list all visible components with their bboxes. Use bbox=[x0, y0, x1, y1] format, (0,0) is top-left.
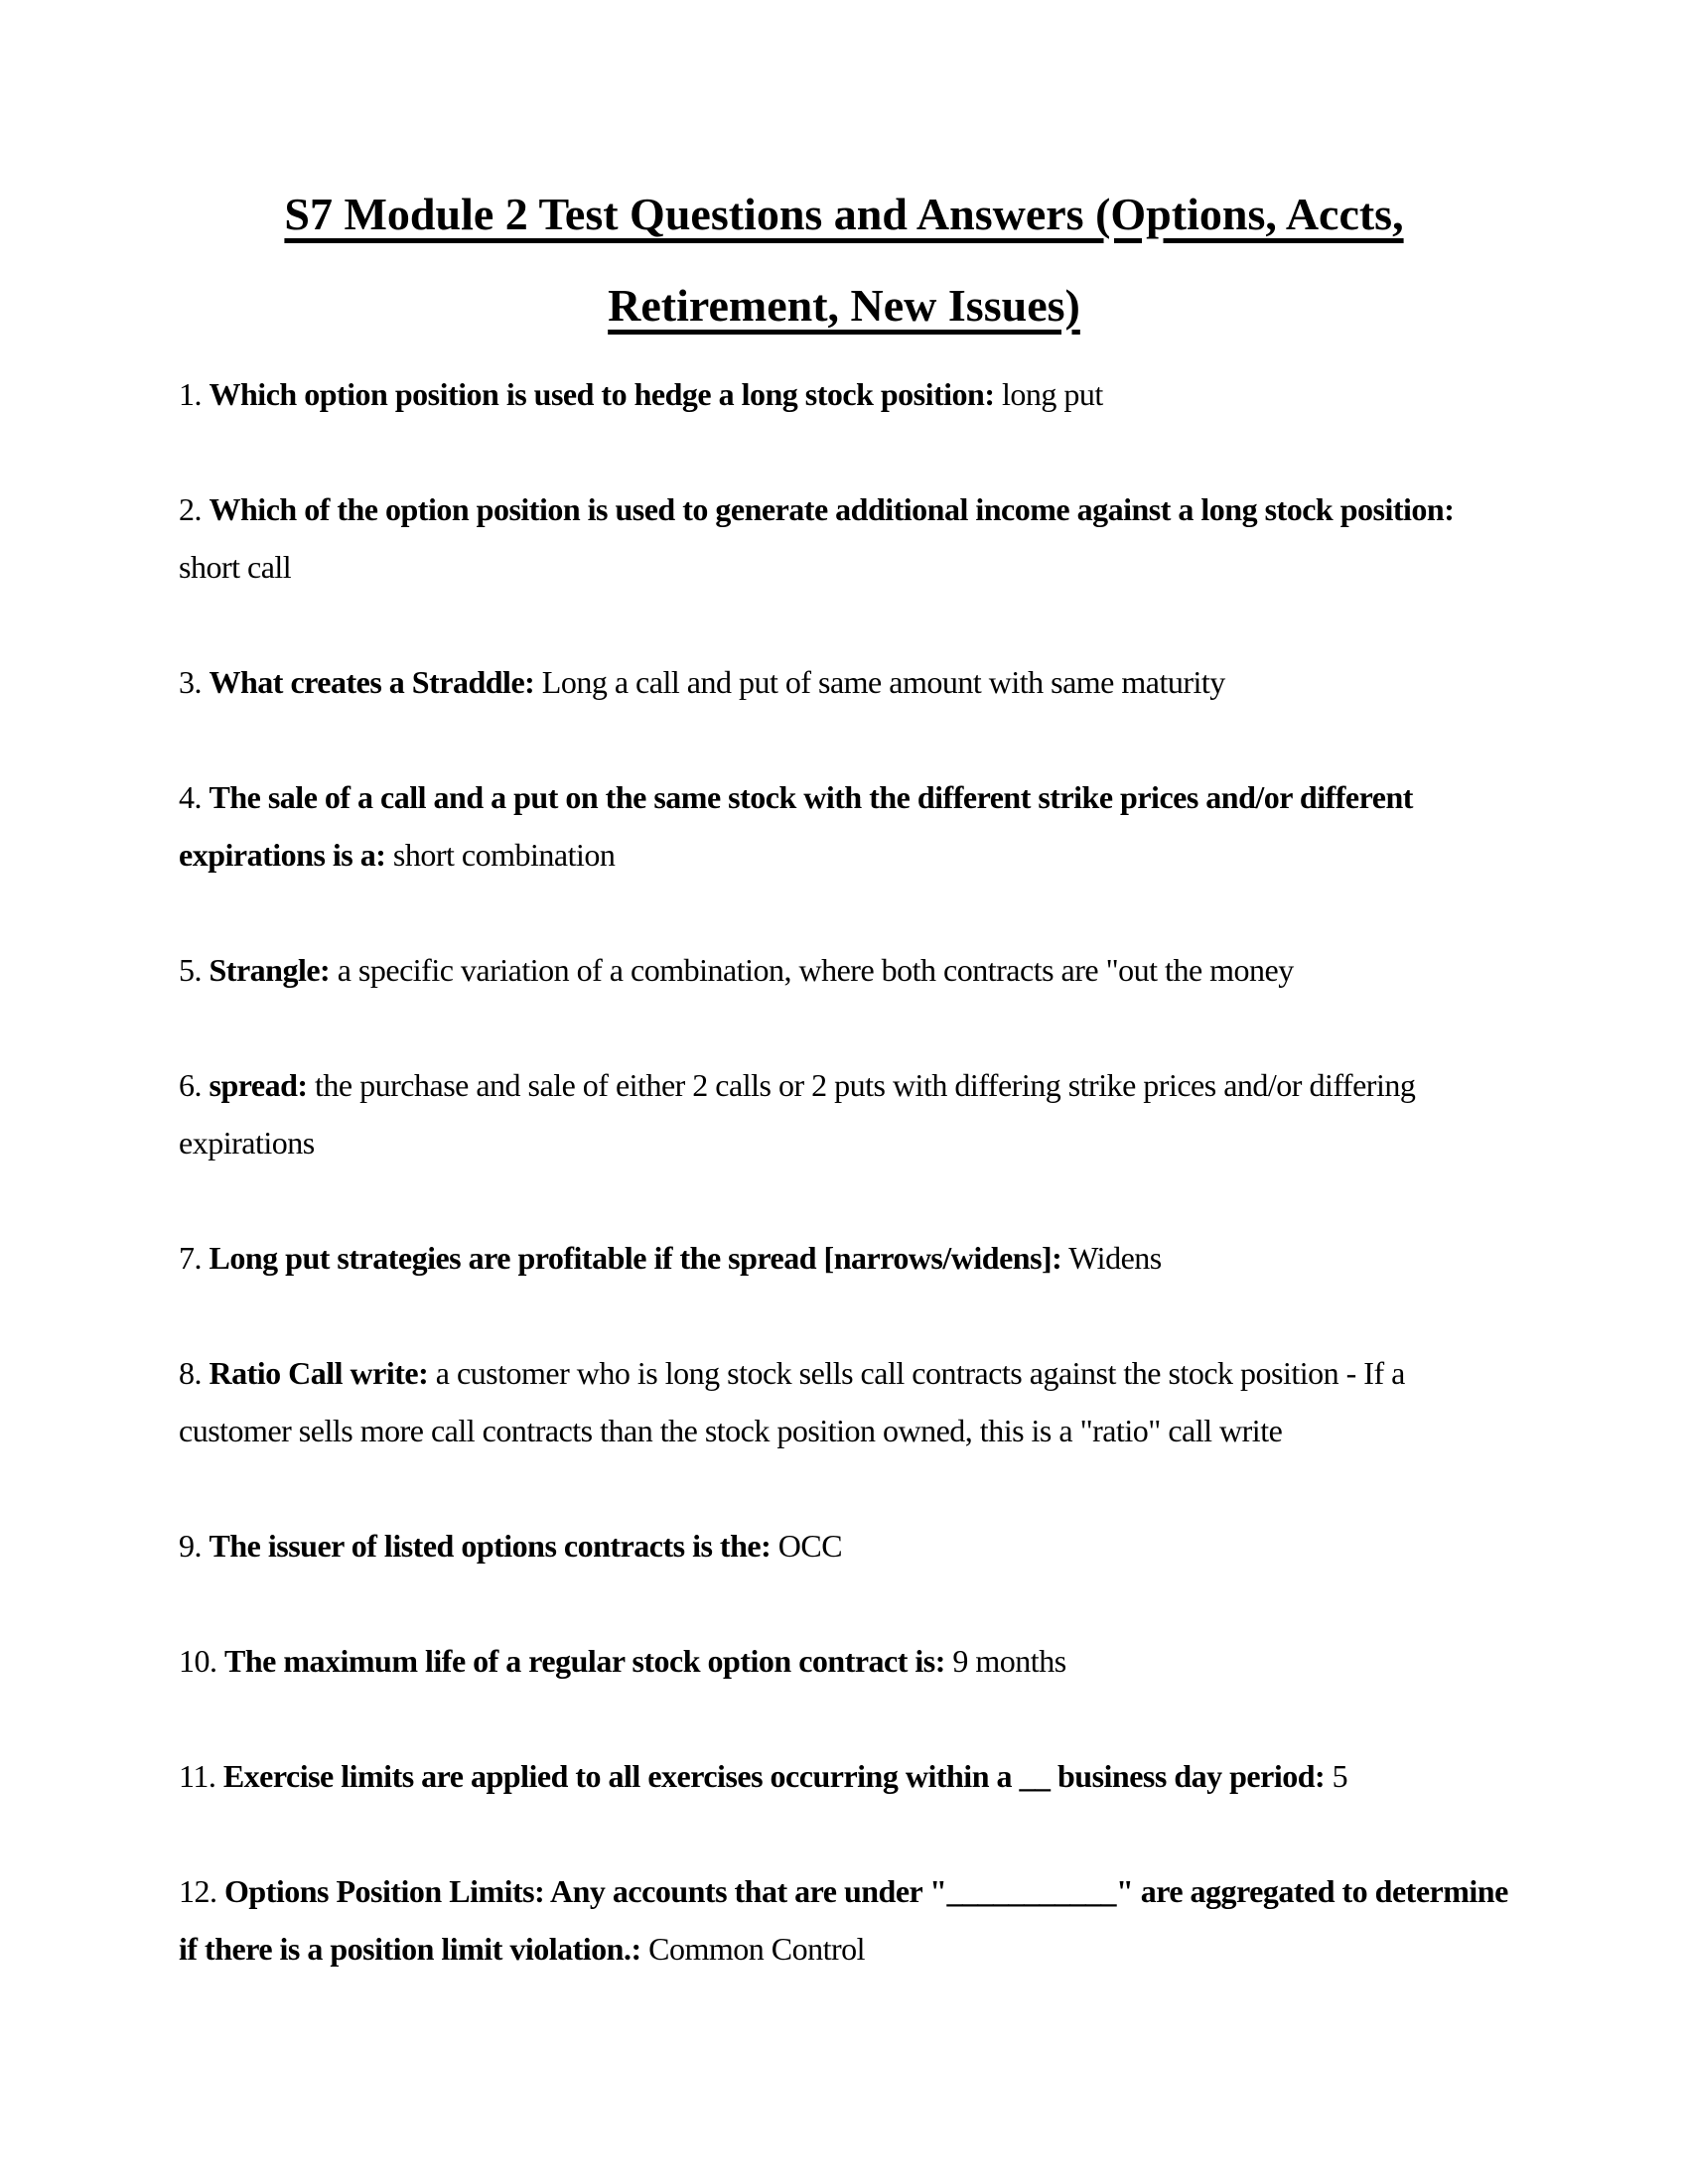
question-prompt: Which of the option position is used to generate additional income against a long stock position: bbox=[209, 491, 1455, 527]
question-number: 2. bbox=[179, 491, 210, 527]
question-number: 10. bbox=[179, 1643, 224, 1679]
page-title: S7 Module 2 Test Questions and Answers (Options, Accts, Retirement, New Issues) bbox=[284, 189, 1404, 331]
question-item bbox=[179, 365, 1509, 423]
prompt-answer-space bbox=[771, 1528, 778, 1564]
question-item bbox=[179, 1862, 1509, 1978]
question-prompt: spread: bbox=[209, 1067, 308, 1103]
question-item bbox=[179, 1056, 1509, 1171]
question-number: 6. bbox=[179, 1067, 210, 1103]
prompt-answer-space bbox=[995, 376, 1003, 412]
question-prompt: The sale of a call and a put on the same stock with the different strike prices and/or different expirations is a: bbox=[179, 779, 1413, 873]
question-item bbox=[179, 768, 1509, 884]
question-number: 1. bbox=[179, 376, 210, 412]
question-answer: a customer who is long stock sells call contracts against the stock position - If a customer sells more call contracts than the stock position owned, this is a "ratio" call write bbox=[179, 1355, 1405, 1448]
question-answer: short call bbox=[179, 549, 292, 585]
question-answer: OCC bbox=[777, 1528, 843, 1564]
question-answer: short combination bbox=[392, 837, 616, 873]
questions-list bbox=[179, 365, 1509, 1978]
question-item bbox=[179, 941, 1509, 999]
prompt-answer-space bbox=[385, 837, 393, 873]
question-item bbox=[179, 480, 1509, 596]
question-answer: 9 months bbox=[952, 1643, 1066, 1679]
question-number: 11. bbox=[179, 1758, 223, 1794]
question-number: 12. bbox=[179, 1873, 224, 1909]
question-prompt: What creates a Straddle: bbox=[209, 664, 535, 700]
question-prompt: Long put strategies are profitable if the spread [narrows/widens]: bbox=[209, 1240, 1062, 1276]
question-item bbox=[179, 1344, 1509, 1459]
question-answer: the purchase and sale of either 2 calls or 2 puts with differing strike prices and/or differing expirations bbox=[179, 1067, 1416, 1160]
question-answer: Widens bbox=[1068, 1240, 1162, 1276]
question-item bbox=[179, 1517, 1509, 1574]
question-number: 3. bbox=[179, 664, 210, 700]
question-number: 5. bbox=[179, 952, 210, 988]
prompt-answer-space bbox=[428, 1355, 436, 1391]
question-number: 7. bbox=[179, 1240, 210, 1276]
question-number: 9. bbox=[179, 1528, 210, 1564]
prompt-answer-space bbox=[308, 1067, 316, 1103]
question-answer: Common Control bbox=[648, 1931, 866, 1967]
question-answer: long put bbox=[1002, 376, 1103, 412]
question-prompt: The issuer of listed options contracts is the: bbox=[209, 1528, 772, 1564]
question-number: 4. bbox=[179, 779, 210, 815]
question-answer: a specific variation of a combination, where both contracts are "out the money bbox=[337, 952, 1294, 988]
prompt-answer-space bbox=[641, 1931, 649, 1967]
question-item bbox=[179, 1229, 1509, 1287]
prompt-answer-space bbox=[330, 952, 338, 988]
prompt-answer-space bbox=[534, 664, 542, 700]
question-item bbox=[179, 1747, 1509, 1805]
question-item bbox=[179, 653, 1509, 711]
question-prompt: Ratio Call write: bbox=[209, 1355, 429, 1391]
question-prompt: Strangle: bbox=[209, 952, 331, 988]
question-item bbox=[179, 1632, 1509, 1690]
question-answer: Long a call and put of same amount with same maturity bbox=[541, 664, 1225, 700]
question-number: 8. bbox=[179, 1355, 210, 1391]
question-answer: 5 bbox=[1332, 1758, 1348, 1794]
question-prompt: Exercise limits are applied to all exercises occurring within a __ business day period: bbox=[222, 1758, 1326, 1794]
question-prompt: Options Position Limits: Any accounts that are under "___________" are aggregated to determine if there is a position limit violation.: bbox=[179, 1873, 1508, 1967]
prompt-answer-space bbox=[1325, 1758, 1333, 1794]
question-prompt: The maximum life of a regular stock option contract is: bbox=[224, 1643, 945, 1679]
question-prompt: Which option position is used to hedge a long stock position: bbox=[209, 376, 995, 412]
